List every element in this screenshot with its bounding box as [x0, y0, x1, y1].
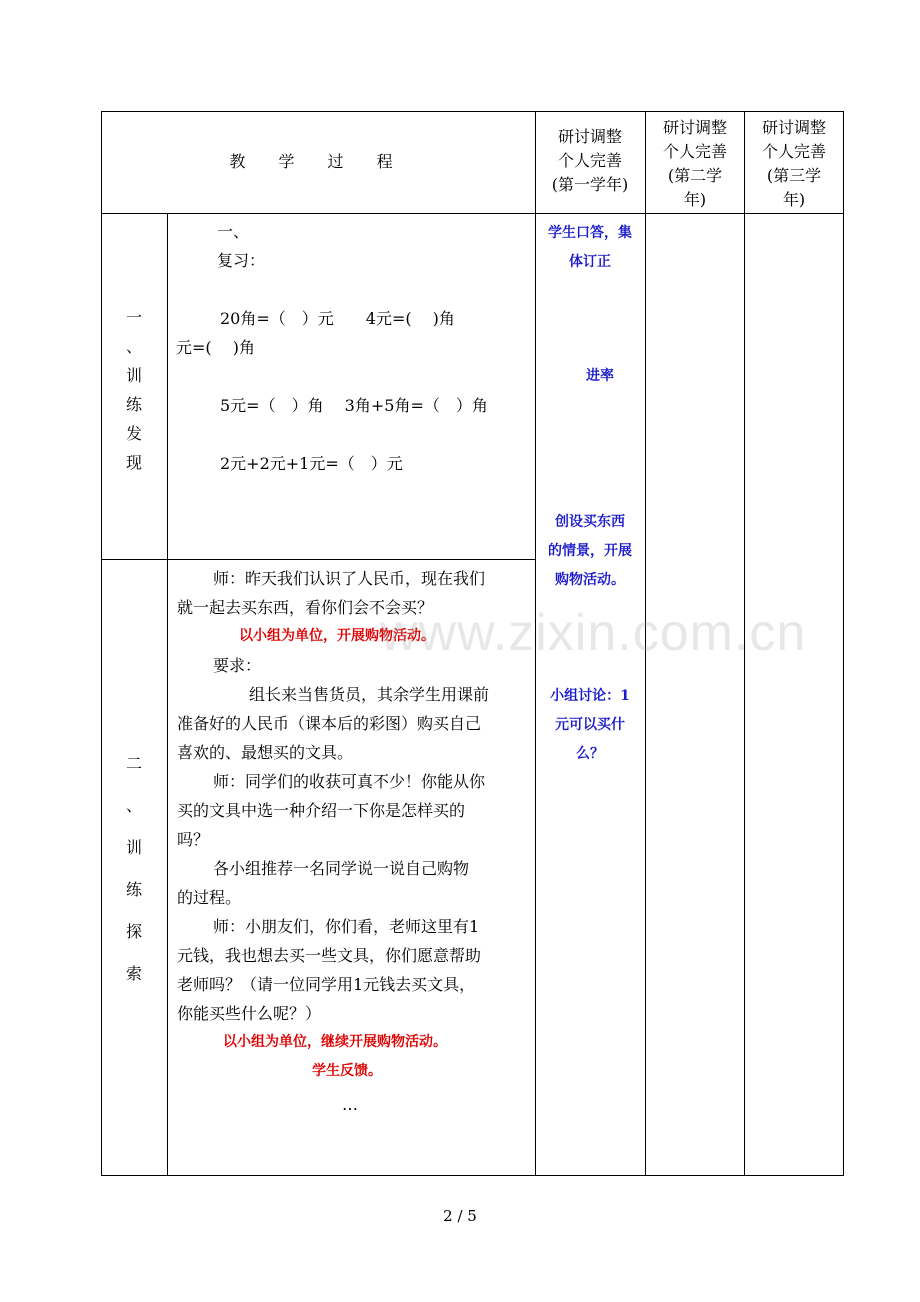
- lesson-text: 师：同学们的收获可真不少！你能从你: [213, 772, 486, 791]
- watermark: www.zixin.com.cn: [380, 604, 807, 662]
- section1-label: 一 、 训 练 发 现: [125, 308, 142, 472]
- lesson-text: 你能买些什么呢？）: [177, 1004, 322, 1023]
- page-number: 2 / 5: [443, 1207, 477, 1225]
- table-section-divider: [101, 559, 535, 560]
- ellipsis: …: [342, 1095, 358, 1114]
- lesson-text: 各小组推荐一名同学说一说自己购物: [213, 859, 470, 878]
- review-exercise: 2元+2元+1元=（ ）元: [220, 454, 403, 473]
- table-border-bottom: [101, 1175, 844, 1176]
- header-year3: 研讨调整 个人完善 (第三学 年): [761, 118, 826, 209]
- table-divider-label: [167, 213, 168, 1176]
- lesson-text: 就一起去买东西，看你们会不会买？: [177, 598, 434, 617]
- review-exercise: 元=( )角: [176, 338, 255, 357]
- lesson-text: 买的文具中选一种介绍一下你是怎样买的: [177, 801, 466, 820]
- section2-label: 二 、 训 练 探 索: [125, 754, 142, 983]
- activity-note-red: 以小组为单位，继续开展购物活动。: [223, 1034, 447, 1050]
- lesson-text: 老师吗？（请一位同学用1元钱去买文具，: [177, 975, 476, 994]
- lesson-text: 的过程。: [177, 888, 242, 907]
- table-border-right: [843, 111, 844, 1176]
- lesson-text: 师：小朋友们，你们看，老师这里有1: [213, 917, 480, 936]
- lesson-text: 元钱，我也想去买一些文具，你们愿意帮助: [177, 946, 482, 965]
- review-heading-number: 一、: [217, 222, 250, 241]
- lesson-text: 准备好的人民币（课本后的彩图）购买自己: [177, 714, 482, 733]
- activity-note-red: 以小组为单位，开展购物活动。: [239, 628, 435, 644]
- note-oral-answer: 学生口答，集 体订正: [548, 225, 632, 270]
- review-heading: 复习：: [217, 251, 266, 270]
- lesson-text: 吗？: [177, 830, 210, 849]
- header-year2: 研讨调整 个人完善 (第二学 年): [662, 118, 727, 209]
- lesson-text: 要求：: [213, 656, 262, 675]
- note-conversion-rate: 进率: [586, 368, 614, 384]
- review-exercise: 20角=（ ）元 4元=( )角: [220, 309, 455, 328]
- header-teaching-process: 教 学 过 程: [229, 152, 407, 171]
- table-header-divider: [101, 213, 844, 214]
- note-group-discussion: 小组讨论：1 元可以买什 么？: [550, 688, 630, 762]
- header-year1: 研讨调整 个人完善 (第一学年): [551, 127, 629, 194]
- activity-note-red: 学生反馈。: [312, 1063, 382, 1079]
- lesson-text: 喜欢的、最想买的文具。: [177, 743, 354, 762]
- review-exercise: 5元=（ ）角 3角+5角=（ ）角: [220, 396, 488, 415]
- note-shopping-scenario: 创设买东西 的情景，开展 购物活动。: [548, 514, 632, 588]
- lesson-text: 组长来当售货员，其余学生用课前: [249, 685, 490, 704]
- table-border-left: [101, 111, 102, 1176]
- lesson-text: 师：昨天我们认识了人民币，现在我们: [213, 569, 486, 588]
